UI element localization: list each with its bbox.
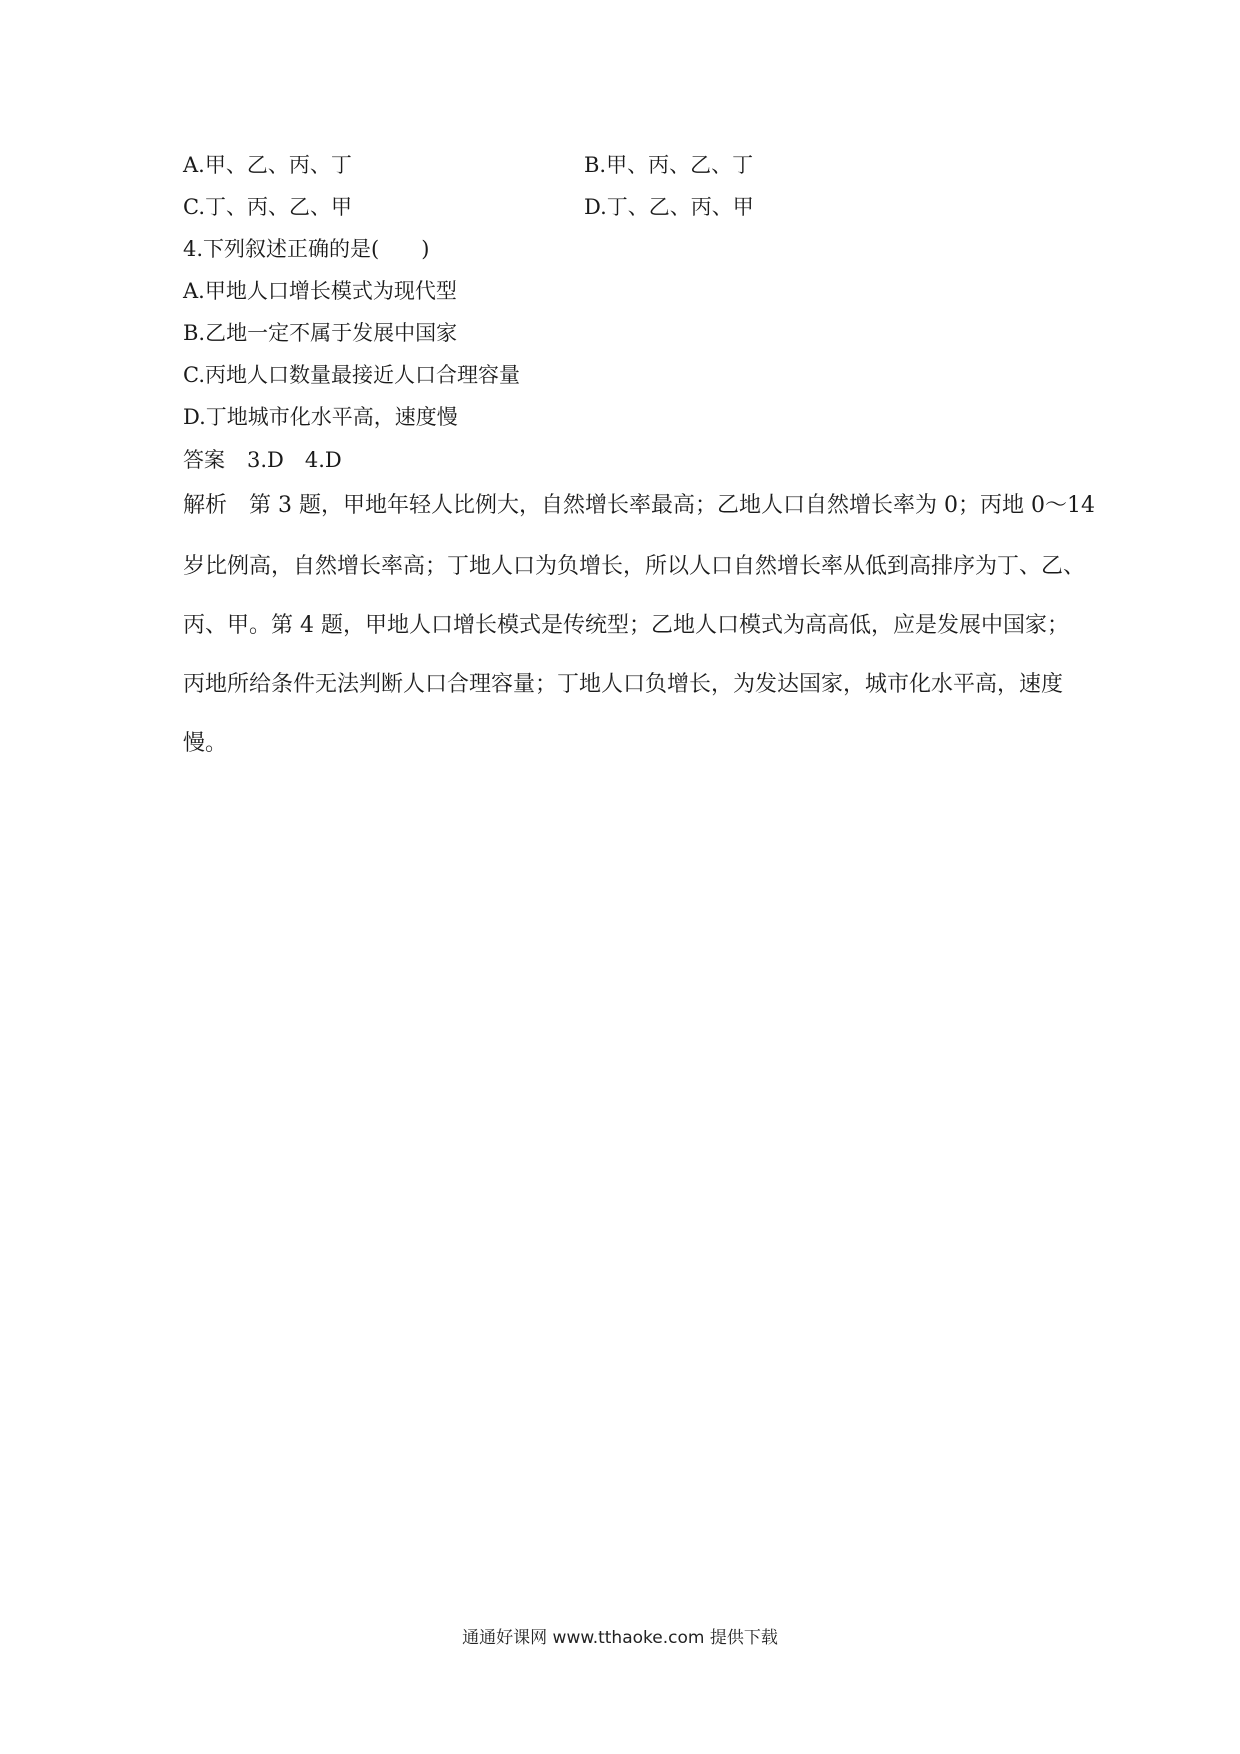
q3-option-c: C.丁、丙、乙、甲 <box>183 195 352 219</box>
analysis-label: 解析 <box>183 493 228 518</box>
q3-option-a: A.甲、乙、丙、丁 <box>183 153 352 177</box>
analysis-line-1 <box>183 492 1095 520</box>
q4-option-c: C.丙地人口数量最接近人口合理容量 <box>183 363 520 387</box>
q3-option-b: B.甲、丙、乙、丁 <box>584 153 754 177</box>
q3-option-d: D.丁、乙、丙、甲 <box>584 195 754 219</box>
q4-stem: 4.下列叙述正确的是( ) <box>183 237 430 261</box>
analysis-line-4: 丙地所给条件无法判断人口合理容量；丁地人口负增长，为发达国家，城市化水平高，速度 <box>183 672 1064 697</box>
analysis-line-3: 丙、甲。第 4 题，甲地人口增长模式是传统型；乙地人口模式为高高低，应是发展中国家； <box>183 613 1069 638</box>
answer-line <box>183 446 342 474</box>
analysis-line-5: 慢。 <box>183 731 228 756</box>
footer-text: 通通好课网 www.tthaoke.com 提供下载 <box>462 1628 778 1648</box>
q4-option-d: D.丁地城市化水平高，速度慢 <box>183 405 458 429</box>
answer-text: 3.D 4.D <box>247 448 342 472</box>
analysis-text-1: 第 3 题，甲地年轻人比例大，自然增长率最高；乙地人口自然增长率为 0；丙地 0～14 <box>249 493 1095 518</box>
answer-label: 答案 <box>183 448 225 472</box>
q4-option-a: A.甲地人口增长模式为现代型 <box>183 279 457 303</box>
q4-option-b: B.乙地一定不属于发展中国家 <box>183 321 458 345</box>
analysis-line-2: 岁比例高，自然增长率高；丁地人口为负增长，所以人口自然增长率从低到高排序为丁、乙、 <box>183 554 1086 579</box>
